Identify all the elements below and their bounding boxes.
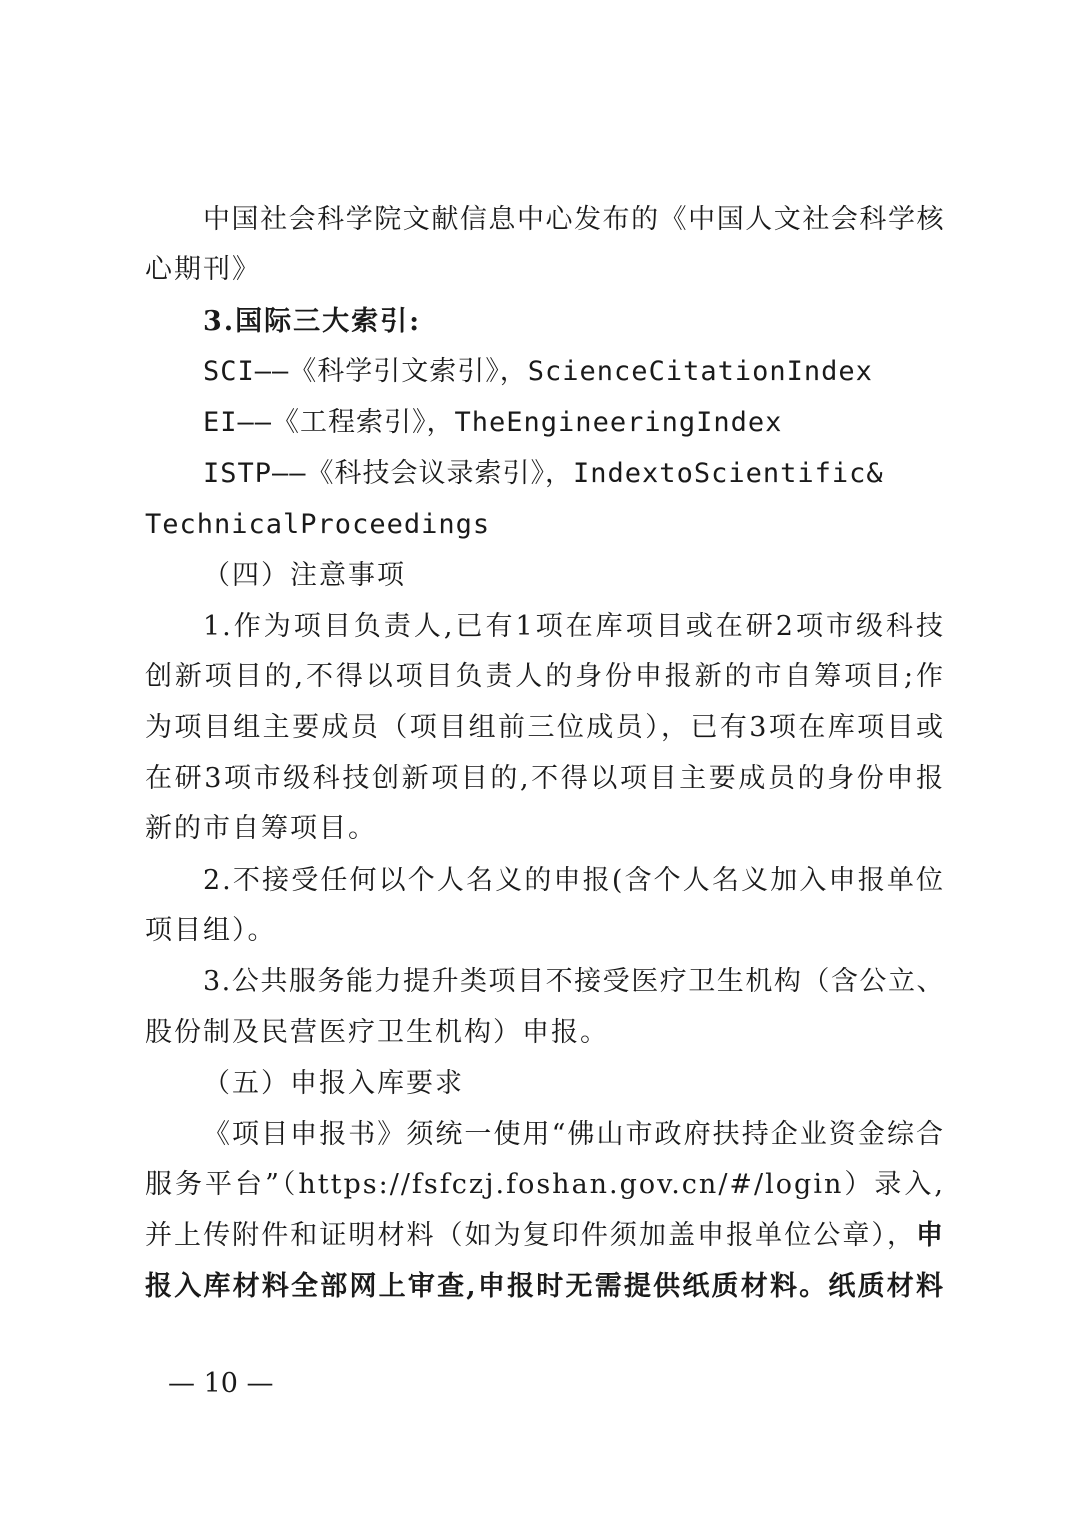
text-line-13: 新的市自筹项目。	[145, 813, 377, 844]
text-line-2: 心期刊》	[145, 254, 261, 285]
text-line-21	[145, 1219, 945, 1253]
text-line-22: 报入库材料全部网上审查,申报时无需提供纸质材料。纸质材料	[145, 1271, 945, 1302]
text-line-10: 创新项目的,不得以项目负责人的身份申报新的市自筹项目;作	[145, 661, 945, 692]
page-number: — 10 —	[168, 1368, 274, 1399]
index-line-ei: EI——《工程索引》，TheEngineeringIndex	[203, 407, 783, 438]
text-line-11: 为项目组主要成员（项目组前三位成员），已有3项在库项目或	[145, 712, 945, 743]
text-line-19: 《项目申报书》须统一使用“佛山市政府扶持企业资金综合	[203, 1119, 945, 1150]
text-line-21-bold: 申	[916, 1220, 945, 1251]
text-line-12: 在研3项市级科技创新项目的,不得以项目主要成员的身份申报	[145, 763, 945, 794]
text-line-9: 1.作为项目负责人,已有1项在库项目或在研2项市级科技	[203, 611, 945, 642]
text-line-20: 服务平台”（https://fsfczj.foshan.gov.cn/#/login）录入,	[145, 1169, 945, 1200]
text-line-21-normal: 并上传附件和证明材料（如为复印件须加盖申报单位公章），	[145, 1220, 916, 1251]
section-heading-submission: （五）申报入库要求	[203, 1068, 464, 1099]
text-line-15: 项目组）。	[145, 915, 277, 946]
index-line-sci: SCI——《科学引文索引》，ScienceCitationIndex	[203, 356, 873, 387]
section-heading-notes: （四）注意事项	[203, 560, 406, 591]
index-line-istp: ISTP——《科技会议录索引》，IndextoScientific&	[203, 458, 884, 489]
text-line-1: 中国社会科学院文献信息中心发布的《中国人文社会科学核	[203, 204, 945, 235]
text-line-14: 2.不接受任何以个人名义的申报(含个人名义加入申报单位	[203, 865, 945, 896]
text-line-17: 股份制及民营医疗卫生机构）申报。	[145, 1017, 609, 1048]
section-heading-international-indexes: 3.国际三大索引:	[203, 306, 422, 337]
text-line-16: 3.公共服务能力提升类项目不接受医疗卫生机构（含公立、	[203, 966, 945, 997]
index-line-istp-cont: TechnicalProceedings	[145, 509, 491, 540]
